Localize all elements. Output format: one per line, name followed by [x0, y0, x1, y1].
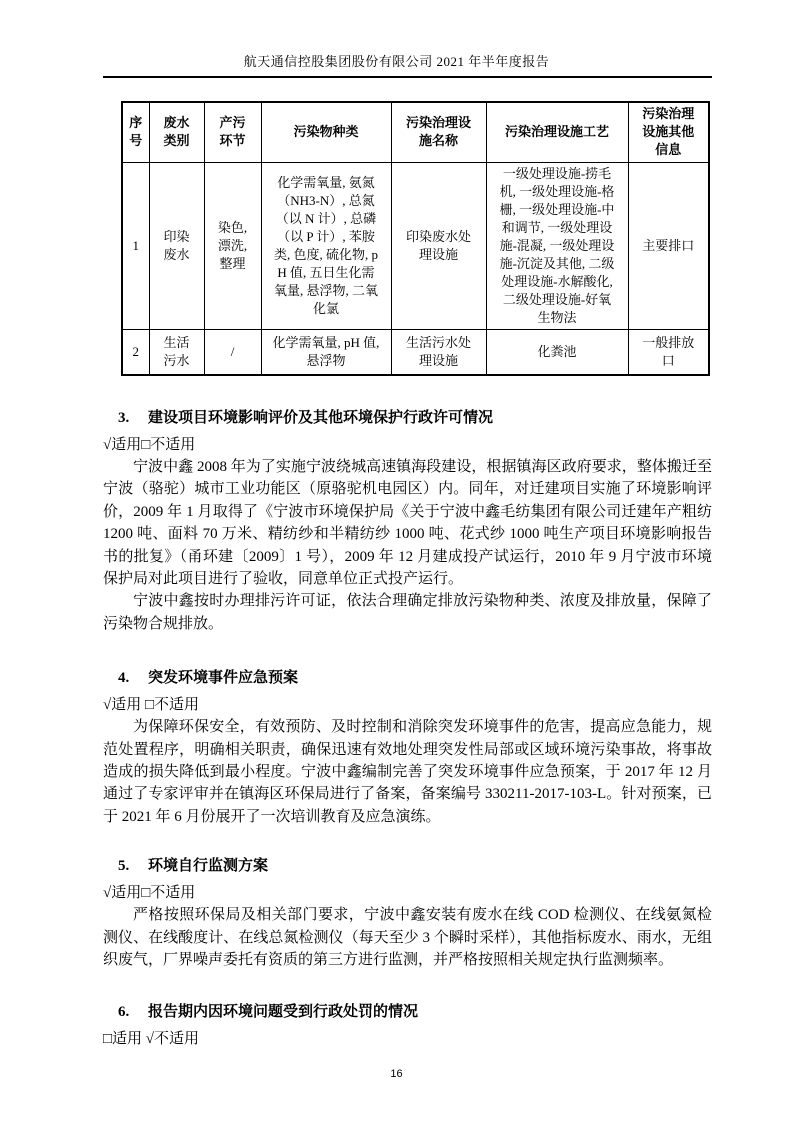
- document-body: [103, 408, 712, 1050]
- cell-process: 化粪池: [486, 329, 628, 375]
- col-header-index: 序号: [122, 102, 149, 162]
- cell-facility-name: 生活污水处理设施: [391, 329, 486, 375]
- col-header-facility: 污染治理设施名称: [391, 102, 486, 162]
- section-4-heading: [118, 668, 712, 689]
- cell-pollutants: 化学需氧量, 氨氮（NH3-N）, 总氮（以 N 计）, 总磷（以 P 计）, 苯胺类, 色度, 硫化物, pH 值, 五日生化需氧量, 悬浮物, 二氧化氯: [261, 162, 391, 329]
- table-header-row: [122, 102, 709, 162]
- cell-stage: /: [204, 329, 261, 375]
- wastewater-treatment-table: [121, 101, 710, 376]
- section-3-applicability: √适用□不适用: [103, 437, 196, 453]
- cell-category: 生活污水: [149, 329, 204, 375]
- section-5: [103, 856, 712, 971]
- section-3-paragraph-2: 宁波中鑫按时办理排污许可证，依法合理确定排放污染物种类、浓度及排放量，保障了污染物合规排放。: [103, 593, 712, 632]
- cell-index: 2: [122, 329, 149, 375]
- section-title: 突发环境事件应急预案: [148, 670, 299, 687]
- section-3-heading: [118, 408, 712, 429]
- cell-stage: 染色, 漂洗, 整理: [204, 162, 261, 329]
- section-number: 5.: [118, 858, 130, 875]
- section-title: 环境自行监测方案: [148, 858, 269, 875]
- section-number: 3.: [118, 410, 130, 426]
- cell-process: 一级处理设施-捞毛机, 一级处理设施-格栅, 一级处理设施-中和调节, 一级处理设施-混凝, 一级处理设施-沉淀及其他, 二级处理设施-水解酸化, 二级处理设施-好氧生物法: [486, 162, 628, 329]
- table-row-1: [122, 162, 709, 329]
- section-5-applicability: √适用□不适用: [103, 885, 196, 902]
- cell-other-info: 主要排口: [628, 162, 709, 329]
- section-number: 4.: [118, 670, 130, 687]
- page-header: [0, 0, 793, 78]
- section-6-applicability: □适用 √不适用: [103, 1030, 200, 1047]
- table-row-2: [122, 329, 709, 375]
- cell-facility-name: 印染废水处理设施: [391, 162, 486, 329]
- page-number: 16: [390, 1068, 403, 1080]
- col-header-process: 污染治理设施工艺: [486, 102, 628, 162]
- section-5-heading: [118, 856, 712, 877]
- cell-other-info: 一般排放口: [628, 329, 709, 375]
- col-header-category: 废水类别: [149, 102, 204, 162]
- cell-category: 印染废水: [149, 162, 204, 329]
- header-divider: [103, 76, 712, 78]
- section-6-heading: [118, 1002, 712, 1023]
- cell-index: 1: [122, 162, 149, 329]
- section-4: [103, 668, 712, 828]
- cell-pollutants: 化学需氧量, pH 值, 悬浮物: [261, 329, 391, 375]
- report-title: 航天通信控股集团股份有限公司 2021 年半年度报告: [243, 54, 550, 69]
- section-title: 建设项目环境影响评价及其他环境保护行政许可情况: [148, 410, 494, 426]
- section-4-paragraph-1: 为保障环保安全，有效预防、及时控制和消除突发环境事件的危害，提高应急能力，规范处置程序，明确相关职责，确保迅速有效地处理突发性局部或区域环境污染事故，将事故造成的损失降低到最小程度。宁波中鑫编制完善了突发环境事件应急预案，于 2017 年 12 月通过了专家评审并在镇海区环保局进行了备案，备案编号 330211-2017-103-L。针对预案，已于 2021 年 6 月份展开了一次培训教育及应急演练。: [103, 719, 712, 825]
- section-5-paragraph-1: 严格按照环保局及相关部门要求，宁波中鑫安装有废水在线 COD 检测仪、在线氨氮检测仪、在线酸度计、在线总氮检测仪（每天至少 3 个瞬时采样），其他指标废水、雨水，无组织废气，厂界噪声委托有资质的第三方进行监测，并严格按照相关规定执行监测频率。: [103, 907, 712, 969]
- col-header-stage: 产污环节: [204, 102, 261, 162]
- col-header-other: 污染治理设施其他信息: [628, 102, 709, 162]
- section-number: 6.: [118, 1003, 130, 1020]
- section-3: [103, 408, 712, 635]
- col-header-pollutants: 污染物种类: [261, 102, 391, 162]
- section-title: 报告期内因环境问题受到行政处罚的情况: [148, 1003, 419, 1020]
- section-6: [103, 1002, 712, 1050]
- section-4-applicability: √适用 □不适用: [103, 697, 200, 714]
- section-3-paragraph-1: 宁波中鑫 2008 年为了实施宁波绕城高速镇海段建设，根据镇海区政府要求，整体搬迁至宁波（骆驼）城市工业功能区（原骆驼机电园区）内。同年，对迁建项目实施了环境影响评价，2009 年 1 月取得了《宁波市环境保护局《关于宁波中鑫毛纺集团有限公司迁建年产粗纺 1200 吨、面料 70 万米、精纺纱和半精纺纱 1000 吨、花式纱 1000 吨生产项目环境影响报告书的批复》（甬环建〔2009〕1 号），2009 年 12 月建成投产试运行，2010 年 9 月宁波市环境保护局对此项目进行了验收，同意单位正式投产运行。: [103, 459, 712, 588]
